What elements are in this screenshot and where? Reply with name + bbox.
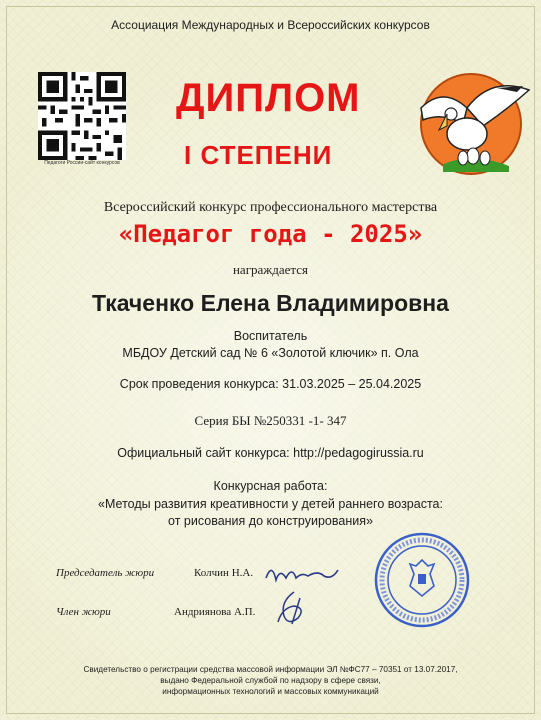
association-name: Ассоциация Международных и Всероссийских конкурсов: [111, 18, 430, 32]
diploma-serial: Серия БЫ №250331 -1- 347: [194, 413, 347, 428]
official-site: Официальный сайт конкурса: http://pedagogirussia.ru: [117, 446, 424, 460]
recipient-position: Воспитатель: [233, 329, 308, 343]
registration-line-3: информационных технологий и массовых коммуникаций: [162, 687, 379, 696]
jury-member-name: Андриянова А.П.: [174, 606, 256, 618]
chairman-role: Председатель жюри: [56, 567, 155, 579]
pelican-logo-icon: [413, 68, 531, 178]
jury-member-signature-icon: [272, 588, 316, 628]
recipient-organization: МБДОУ Детский сад № 6 «Золотой ключик» п. Ола: [122, 346, 419, 360]
qr-caption: Педагоги России-сайт конкурсов: [44, 160, 120, 166]
qr-code-icon: [38, 72, 126, 160]
recipient-name: Ткаченко Елена Владимировна: [92, 290, 449, 316]
official-stamp-icon: [372, 530, 472, 630]
registration-line-1: Свидетельство о регистрации средства массовой информации ЭЛ №ФС77 – 70351 от 13.07.2017,: [83, 665, 458, 674]
registration-line-2: выдано Федеральной службой по надзору в сфере связи,: [160, 676, 381, 685]
chairman-signature-icon: [262, 558, 342, 588]
jury-member-role: Член жюри: [56, 606, 111, 618]
chairman-name: Колчин Н.А.: [194, 567, 254, 579]
diploma-degree: I СТЕПЕНИ: [184, 140, 333, 170]
work-label: Конкурсная работа:: [213, 479, 328, 493]
contest-description: Всероссийский конкурс профессионального мастерства: [103, 200, 438, 215]
diploma-title: ДИПЛОМ: [176, 76, 361, 120]
work-title-line-2: от рисования до конструирования»: [168, 514, 373, 528]
awarded-label: награждается: [232, 262, 309, 277]
contest-dates: Срок проведения конкурса: 31.03.2025 – 25.04.2025: [119, 377, 422, 391]
work-title-line-1: «Методы развития креативности у детей раннего возраста:: [98, 497, 443, 511]
contest-name: «Педагог года - 2025»: [118, 220, 423, 248]
